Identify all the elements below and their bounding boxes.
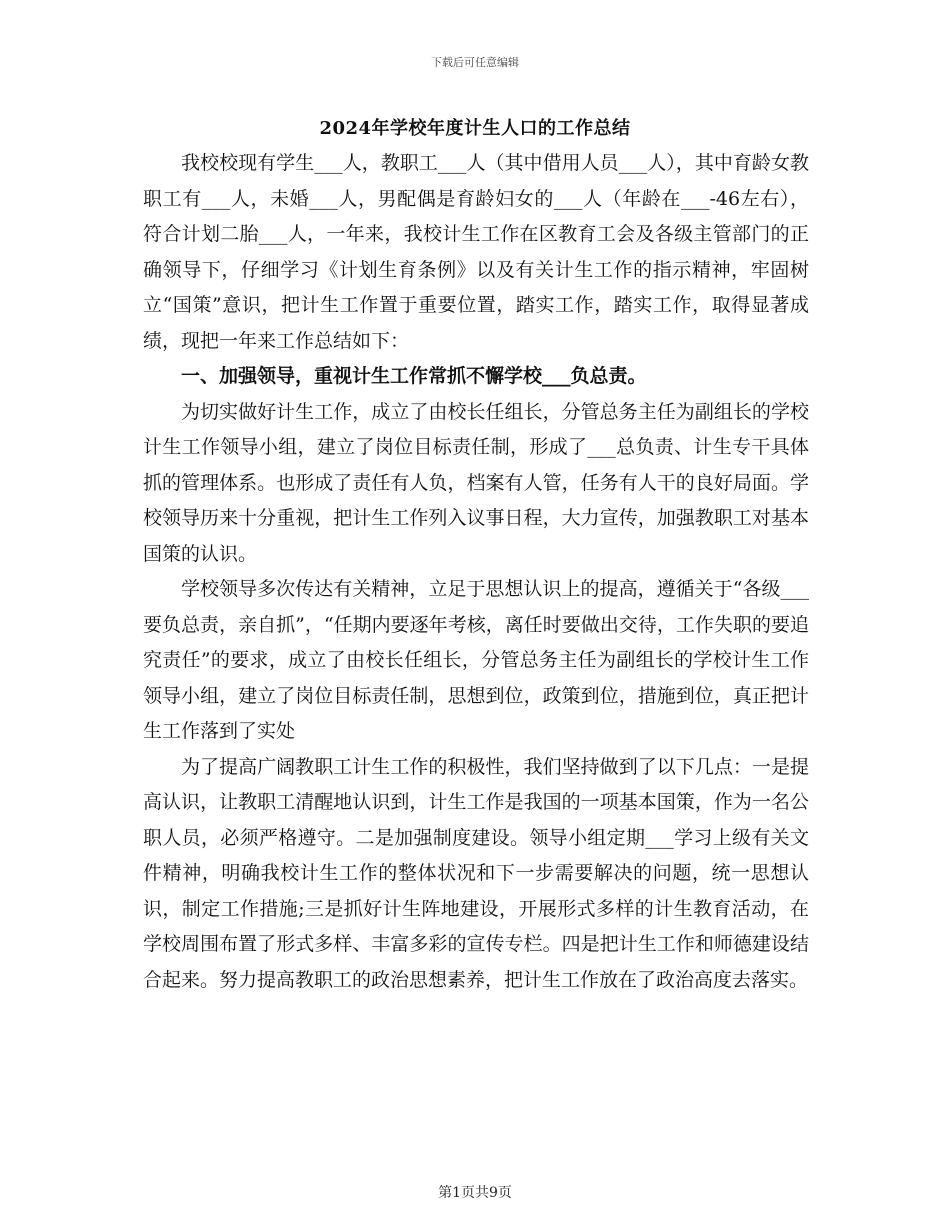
document-title: 2024年学校年度计生人口的工作总结	[319, 118, 631, 139]
intro-paragraph: 我校校现有学生___人，教职工___人（其中借用人员___人），其中育龄女教职工有___人，未婚___人，男配偶是育龄妇女的___人（年龄在___-46左右），符合计划二胎___人，一年来，我校计生工作在区教育工会及各级主管部门的正确领导下，仔细学习《计划生育条例》以及有关计生工作的指示精神，牢固树立“国策”意识，把计生工作置于重要位置，踏实工作，踏实工作，取得显著成绩，现把一年来工作总结如下：	[143, 152, 809, 352]
body-paragraph: 学校领导多次传达有关精神，立足于思想认识上的提高，遵循关于“各级___要负总责，亲自抓”，“任期内要逐年考核，离任时要做出交待，工作失职的要追究责任”的要求，成立了由校长任组长，分管总务主任为副组长的学校计生工作领导小组，建立了岗位目标责任制，思想到位，政策到位，措施到位，真正把计生工作落到了实处	[143, 578, 809, 742]
document-body	[143, 146, 809, 998]
section-heading-1: 一、加强领导，重视计生工作常抓不懈学校___负总责。	[181, 365, 647, 387]
body-paragraph: 为切实做好计生工作，成立了由校长任组长，分管总务主任为副组长的学校计生工作领导小组，建立了岗位目标责任制，形成了___总负责、计生专干具体抓的管理体系。也形成了责任有人负，档案有人管，任务有人干的良好局面。学校领导历来十分重视，把计生工作列入议事日程，大力宣传，加强教职工对基本国策的认识。	[143, 400, 809, 565]
page-footer: 第1页共9页	[438, 1185, 512, 1201]
header-note: 下载后可任意编辑	[431, 56, 519, 69]
body-paragraph: 为了提高广阔教职工计生工作的积极性，我们坚持做到了以下几点：一是提高认识，让教职工清醒地认识到，计生工作是我国的一项基本国策，作为一名公职人员，必须严格遵守。二是加强制度建设。领导小组定期___学习上级有关文件精神，明确我校计生工作的整体状况和下一步需要解决的问题，统一思想认识，制定工作措施;三是抓好计生阵地建设，开展形式多样的计生教育活动，在学校周围布置了形式多样、丰富多彩的宣传专栏。四是把计生工作和师德建设结合起来。努力提高教职工的政治思想素养，把计生工作放在了政治高度去落实。	[143, 755, 809, 991]
